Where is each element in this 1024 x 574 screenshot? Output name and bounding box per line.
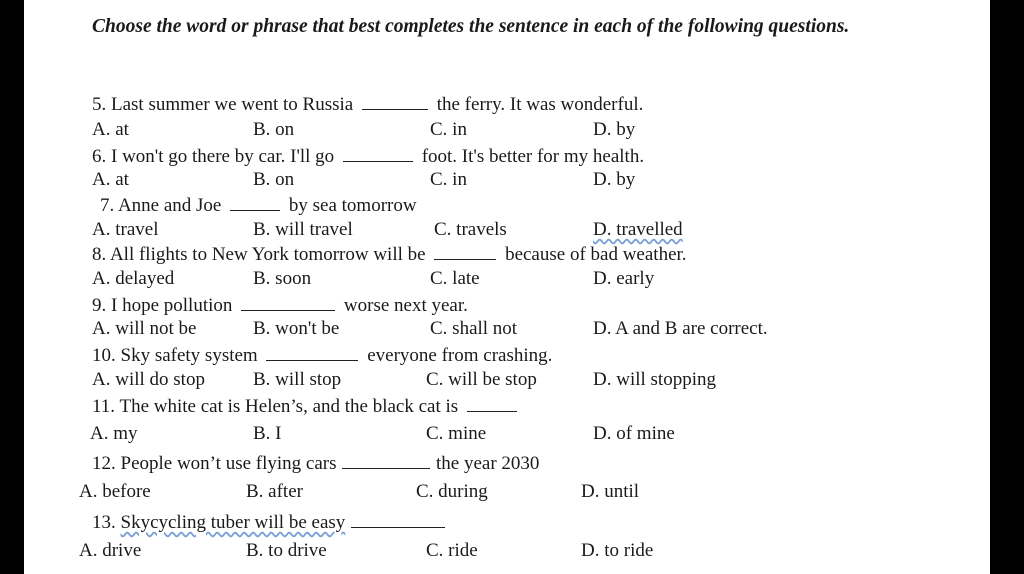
question-11 [92, 395, 521, 418]
option-d: D. by [593, 169, 636, 190]
question-number: 11. [92, 396, 116, 417]
option-d: D. by [593, 119, 636, 140]
option-b: B. will travel [253, 219, 353, 240]
question-number: 9. [92, 295, 107, 316]
option-d: D. to ride [581, 540, 654, 561]
question-7 [100, 194, 417, 217]
option-b: B. on [253, 119, 295, 140]
question-5 [92, 93, 643, 116]
question-10 [92, 344, 552, 367]
question-text-after: by sea tomorrow [288, 195, 417, 216]
option-d: D. until [581, 481, 640, 502]
option-c: C. in [430, 169, 467, 190]
option-b: B. I [253, 423, 282, 444]
question-number: 6. [92, 146, 107, 167]
option-a: A. at [92, 169, 129, 190]
question-6 [92, 145, 644, 168]
option-d: D. will stopping [593, 369, 716, 390]
worksheet-page [24, 0, 990, 574]
question-text-before: The white cat is Helen’s, and the black cat is [119, 396, 459, 417]
option-b: B. will stop [253, 369, 342, 390]
question-number: 10. [92, 345, 116, 366]
question-number: 5. [92, 94, 107, 115]
answer-blank [434, 243, 496, 260]
question-number: 13. [92, 512, 116, 533]
question-8 [92, 243, 687, 266]
option-b: B. after [246, 481, 303, 502]
option-d: D. travelled [593, 219, 683, 240]
instructions: Choose the word or phrase that best completes the sentence in each of the following questions. [92, 16, 850, 37]
answer-blank [342, 452, 430, 469]
question-number: 7. [100, 195, 115, 216]
answer-blank [343, 145, 413, 162]
option-a: A. travel [92, 219, 159, 240]
question-text-before: Last summer we went to Russia [111, 94, 354, 115]
option-b: B. won't be [253, 318, 340, 339]
question-text-after: foot. It's better for my health. [421, 146, 645, 167]
question-9 [92, 294, 468, 317]
question-text-before: All flights to New York tomorrow will be [109, 244, 426, 265]
option-a: A. at [92, 119, 129, 140]
answer-blank [230, 194, 280, 211]
option-a: A. drive [79, 540, 142, 561]
option-c: C. ride [426, 540, 478, 561]
option-a: A. will do stop [92, 369, 205, 390]
option-c: C. shall not [430, 318, 518, 339]
option-d: D. early [593, 268, 655, 289]
option-c: C. during [416, 481, 488, 502]
answer-blank [266, 344, 358, 361]
question-text-before: People won’t use flying cars [120, 453, 337, 474]
option-c: C. will be stop [426, 369, 537, 390]
answer-blank [362, 93, 428, 110]
option-a: A. before [79, 481, 151, 502]
question-text-before: Skycycling tuber will be easy [120, 512, 346, 533]
option-c: C. travels [434, 219, 507, 240]
question-text-before: Anne and Joe [117, 195, 222, 216]
option-b: B. on [253, 169, 295, 190]
question-text-before: I hope pollution [111, 295, 233, 316]
question-text-after: the year 2030 [436, 453, 540, 474]
option-c: C. in [430, 119, 467, 140]
question-text-after: the ferry. It was wonderful. [436, 94, 644, 115]
option-d: D. of mine [593, 423, 675, 444]
question-text-before: I won't go there by car. I'll go [111, 146, 335, 167]
question-13 [92, 511, 446, 534]
answer-blank [351, 511, 445, 528]
option-a: A. delayed [92, 268, 175, 289]
option-c: C. mine [426, 423, 487, 444]
option-a: A. my [90, 423, 138, 444]
option-a: A. will not be [92, 318, 197, 339]
question-text-after: everyone from crashing. [367, 345, 553, 366]
option-b: B. soon [253, 268, 312, 289]
option-d: D. A and B are correct. [593, 318, 768, 339]
question-text-before: Sky safety system [120, 345, 258, 366]
question-number: 12. [92, 453, 116, 474]
question-text-after: worse next year. [343, 295, 468, 316]
option-b: B. to drive [246, 540, 327, 561]
option-c: C. late [430, 268, 480, 289]
answer-blank [467, 395, 517, 412]
question-number: 8. [92, 244, 107, 265]
question-12 [92, 452, 539, 475]
question-text-after: because of bad weather. [505, 244, 687, 265]
answer-blank [241, 294, 335, 311]
